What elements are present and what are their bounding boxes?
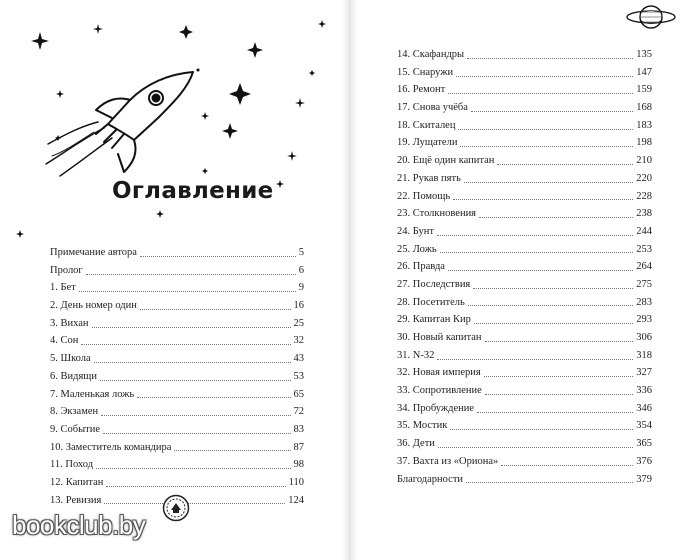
toc-item-title: 6. Видящи bbox=[50, 370, 97, 382]
toc-item[interactable] bbox=[397, 417, 652, 435]
toc-item[interactable] bbox=[397, 258, 652, 276]
toc-item-page: 346 bbox=[636, 402, 652, 414]
toc-item-title: 32. Новая империя bbox=[397, 367, 481, 379]
toc-item-page: 147 bbox=[636, 66, 652, 78]
toc-item-title: 27. Последствия bbox=[397, 278, 471, 290]
toc-item-title: 23. Столкновения bbox=[397, 208, 477, 220]
toc-item-page: 306 bbox=[636, 332, 652, 343]
toc-item-title: 33. Сопротивление bbox=[397, 385, 482, 397]
toc-item-title: 7. Маленькая ложь bbox=[50, 388, 135, 400]
toc-leader-dots bbox=[103, 432, 290, 434]
toc-leader-dots bbox=[460, 145, 633, 147]
toc-leader-dots bbox=[485, 393, 633, 395]
toc-item-page: 9 bbox=[298, 282, 304, 294]
toc-item-page: 83 bbox=[293, 423, 304, 435]
toc-leader-dots bbox=[458, 128, 633, 130]
toc-item-page: 110 bbox=[288, 476, 304, 488]
toc-item-page: 53 bbox=[293, 370, 304, 382]
toc-item-page: 376 bbox=[636, 455, 652, 467]
toc-item-page: 135 bbox=[636, 49, 652, 60]
star-icon bbox=[318, 20, 326, 28]
toc-item-page: 25 bbox=[293, 317, 304, 329]
toc-item[interactable] bbox=[50, 332, 304, 350]
star-icon bbox=[31, 32, 49, 50]
toc-item[interactable] bbox=[397, 294, 652, 312]
star-icon bbox=[156, 210, 164, 218]
toc-item-title: 5. Школа bbox=[50, 353, 91, 365]
toc-item[interactable] bbox=[397, 46, 652, 64]
toc-item-title: 26. Правда bbox=[397, 261, 445, 273]
rocket-icon bbox=[38, 62, 208, 182]
toc-item-title: Благодарности bbox=[397, 473, 464, 485]
toc-item[interactable] bbox=[397, 134, 652, 152]
toc-leader-dots bbox=[474, 322, 633, 324]
toc-item-page: 238 bbox=[636, 208, 652, 220]
bookclub-badge-icon bbox=[162, 494, 190, 522]
toc-item-page: 87 bbox=[293, 441, 304, 453]
toc-item-title: 24. Бунт bbox=[397, 225, 434, 237]
toc-item[interactable] bbox=[50, 262, 304, 280]
toc-leader-dots bbox=[453, 198, 633, 200]
toc-item-title: 8. Экзамен bbox=[50, 406, 99, 418]
toc-item-title: 37. Вахта из «Ориона» bbox=[397, 455, 499, 467]
toc-item-page: 210 bbox=[636, 155, 652, 167]
star-icon bbox=[179, 25, 193, 39]
star-icon bbox=[276, 180, 284, 188]
star-icon bbox=[309, 70, 315, 76]
toc-leader-dots bbox=[467, 57, 633, 59]
toc-leader-dots bbox=[100, 379, 291, 381]
toc-leader-dots bbox=[456, 75, 633, 77]
toc-leader-dots bbox=[471, 110, 633, 112]
toc-item-title: 35. Мостик bbox=[397, 420, 448, 432]
toc-item-title: Примечание автора bbox=[50, 247, 137, 258]
toc-item[interactable] bbox=[50, 474, 304, 492]
toc-leader-dots bbox=[485, 340, 634, 342]
toc-leader-dots bbox=[140, 255, 296, 257]
toc-item-page: 244 bbox=[636, 225, 652, 237]
toc-item-title: 2. День номер один bbox=[50, 300, 137, 312]
toc-item-title: 9. Событие bbox=[50, 423, 101, 435]
star-icon bbox=[247, 42, 263, 58]
toc-item[interactable] bbox=[397, 81, 652, 99]
star-icon bbox=[295, 98, 305, 108]
page-title: Оглавление bbox=[112, 178, 274, 204]
toc-item-title: 11. Поход bbox=[50, 459, 94, 471]
toc-item-title: 36. Дети bbox=[397, 438, 435, 450]
toc-right-list bbox=[397, 46, 652, 488]
toc-item-title: 29. Капитан Кир bbox=[397, 314, 471, 326]
toc-item-title: 13. Ревизия bbox=[50, 494, 102, 506]
toc-item-title: 21. Рукав пять bbox=[397, 172, 461, 184]
toc-leader-dots bbox=[94, 361, 291, 363]
toc-leader-dots bbox=[479, 216, 633, 218]
toc-item-page: 275 bbox=[636, 278, 652, 290]
toc-item[interactable] bbox=[50, 350, 304, 368]
toc-item-title: 19. Лущатели bbox=[397, 137, 458, 149]
toc-item-title: 20. Ещё один капитан bbox=[397, 155, 495, 167]
toc-item[interactable] bbox=[397, 188, 652, 206]
toc-item-title: 14. Скафандры bbox=[397, 49, 465, 60]
toc-left-list bbox=[50, 244, 304, 509]
planet-icon bbox=[624, 0, 678, 34]
star-icon bbox=[229, 83, 251, 105]
toc-item-page: 283 bbox=[636, 296, 652, 308]
toc-item[interactable] bbox=[397, 170, 652, 188]
star-icon bbox=[93, 24, 103, 34]
toc-item[interactable] bbox=[397, 152, 652, 170]
toc-item-page: 16 bbox=[293, 300, 304, 312]
toc-item-page: 183 bbox=[636, 119, 652, 131]
toc-item[interactable] bbox=[397, 205, 652, 223]
toc-item-page: 198 bbox=[636, 137, 652, 149]
toc-item-page: 43 bbox=[293, 353, 304, 365]
toc-item-page: 318 bbox=[636, 349, 652, 361]
watermark-logo: bookclub.by bbox=[12, 510, 146, 540]
toc-item-title: 4. Сон bbox=[50, 335, 79, 347]
toc-item[interactable] bbox=[397, 276, 652, 294]
toc-item-page: 264 bbox=[636, 261, 652, 273]
toc-item-page: 124 bbox=[288, 494, 304, 506]
toc-leader-dots bbox=[104, 502, 285, 504]
toc-leader-dots bbox=[497, 163, 633, 165]
toc-item[interactable] bbox=[397, 64, 652, 82]
toc-item[interactable] bbox=[397, 347, 652, 365]
toc-item[interactable] bbox=[397, 223, 652, 241]
toc-item[interactable] bbox=[397, 117, 652, 135]
toc-leader-dots bbox=[96, 467, 290, 469]
toc-item-title: 17. Снова учёба bbox=[397, 102, 468, 114]
toc-item-page: 365 bbox=[636, 438, 652, 450]
toc-leader-dots bbox=[450, 428, 633, 430]
toc-item-page: 228 bbox=[636, 190, 652, 202]
toc-leader-dots bbox=[101, 414, 290, 416]
toc-leader-dots bbox=[437, 234, 633, 236]
star-icon bbox=[197, 69, 200, 72]
toc-item-page: 6 bbox=[298, 264, 304, 276]
toc-item-page: 253 bbox=[636, 243, 652, 255]
toc-item-title: 34. Пробуждение bbox=[397, 402, 475, 414]
toc-item-page: 336 bbox=[636, 385, 652, 397]
toc-item[interactable] bbox=[397, 364, 652, 382]
toc-item[interactable] bbox=[50, 279, 304, 297]
toc-item-page: 5 bbox=[298, 247, 304, 258]
toc-item[interactable] bbox=[50, 244, 304, 262]
toc-leader-dots bbox=[81, 343, 290, 345]
toc-item-page: 32 bbox=[293, 335, 304, 347]
toc-leader-dots bbox=[473, 287, 633, 289]
toc-leader-dots bbox=[438, 446, 633, 448]
toc-leader-dots bbox=[79, 290, 296, 292]
toc-item[interactable] bbox=[50, 368, 304, 386]
toc-item[interactable] bbox=[397, 471, 652, 489]
toc-item[interactable] bbox=[397, 311, 652, 329]
toc-item-page: 65 bbox=[293, 388, 304, 400]
toc-item-page: 379 bbox=[636, 473, 652, 485]
toc-item-title: 1. Бет bbox=[50, 282, 76, 294]
toc-leader-dots bbox=[448, 269, 633, 271]
toc-item[interactable] bbox=[397, 382, 652, 400]
toc-item[interactable] bbox=[397, 453, 652, 471]
toc-leader-dots bbox=[501, 464, 633, 466]
toc-leader-dots bbox=[468, 304, 633, 306]
toc-item-page: 354 bbox=[636, 420, 652, 432]
toc-item[interactable] bbox=[50, 403, 304, 421]
toc-item[interactable] bbox=[397, 400, 652, 418]
toc-item-title: Пролог bbox=[50, 264, 83, 276]
star-icon bbox=[16, 230, 24, 238]
star-icon bbox=[222, 123, 238, 139]
toc-leader-dots bbox=[477, 411, 633, 413]
toc-item-title: 30. Новый капитан bbox=[397, 332, 482, 343]
toc-leader-dots bbox=[140, 308, 291, 310]
toc-item[interactable] bbox=[50, 456, 304, 474]
toc-item-title: 16. Ремонт bbox=[397, 84, 446, 96]
toc-item[interactable] bbox=[50, 315, 304, 333]
toc-item-title: 10. Заместитель командира bbox=[50, 441, 172, 453]
toc-leader-dots bbox=[92, 326, 291, 328]
toc-item[interactable] bbox=[397, 99, 652, 117]
toc-item-page: 293 bbox=[636, 314, 652, 326]
toc-item[interactable] bbox=[397, 435, 652, 453]
toc-item[interactable] bbox=[50, 439, 304, 457]
toc-item-page: 327 bbox=[636, 367, 652, 379]
toc-item-page: 72 bbox=[293, 406, 304, 418]
toc-item-title: 3. Вихан bbox=[50, 317, 89, 329]
toc-leader-dots bbox=[448, 92, 633, 94]
toc-item-page: 168 bbox=[636, 102, 652, 114]
toc-leader-dots bbox=[464, 181, 633, 183]
toc-item-title: 15. Снаружи bbox=[397, 66, 454, 78]
toc-leader-dots bbox=[440, 251, 634, 253]
toc-leader-dots bbox=[137, 396, 290, 398]
toc-item[interactable] bbox=[397, 329, 652, 347]
toc-item[interactable] bbox=[397, 241, 652, 259]
toc-leader-dots bbox=[86, 273, 296, 275]
toc-leader-dots bbox=[484, 375, 633, 377]
toc-item-title: 25. Ложь bbox=[397, 243, 437, 255]
toc-item-title: 31. N-32 bbox=[397, 349, 435, 361]
toc-item-title: 18. Скиталец bbox=[397, 119, 456, 131]
toc-item-title: 12. Капитан bbox=[50, 476, 104, 488]
toc-leader-dots bbox=[106, 485, 285, 487]
toc-item-title: 28. Посетитель bbox=[397, 296, 465, 308]
toc-item[interactable] bbox=[50, 386, 304, 404]
toc-item-page: 159 bbox=[636, 84, 652, 96]
toc-item-page: 220 bbox=[636, 172, 652, 184]
toc-item[interactable] bbox=[50, 297, 304, 315]
toc-leader-dots bbox=[174, 449, 290, 451]
toc-item[interactable] bbox=[50, 421, 304, 439]
toc-leader-dots bbox=[437, 358, 633, 360]
toc-leader-dots bbox=[466, 481, 633, 483]
toc-item-page: 98 bbox=[293, 459, 304, 471]
toc-item-title: 22. Помощь bbox=[397, 190, 451, 202]
star-icon bbox=[287, 151, 297, 161]
